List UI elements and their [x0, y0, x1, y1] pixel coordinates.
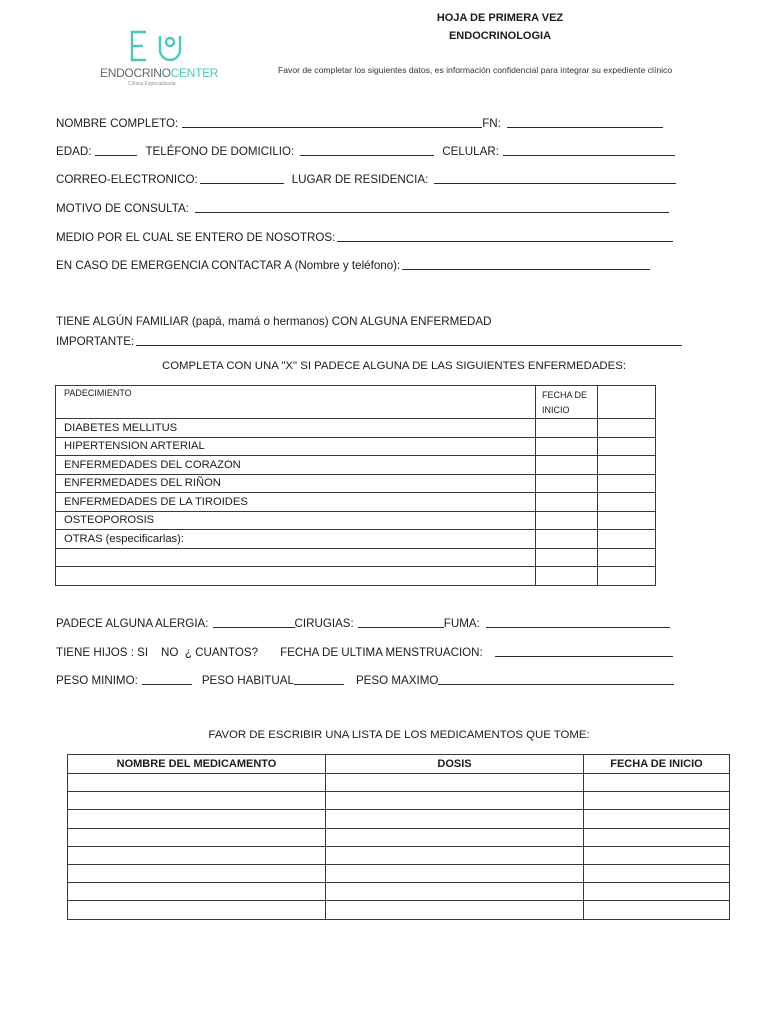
disease-name[interactable] [56, 567, 536, 586]
form-title: HOJA DE PRIMERA VEZ [436, 12, 564, 24]
familiar-field[interactable] [136, 333, 682, 346]
row-hijos [56, 641, 673, 659]
table-row [56, 419, 656, 438]
col-dosis: DOSIS [326, 755, 584, 774]
table-row [56, 511, 656, 530]
motivo-field[interactable] [195, 200, 669, 213]
dosis-cell[interactable] [326, 864, 584, 882]
medicamento-cell[interactable] [68, 810, 326, 828]
fecha-cell[interactable] [536, 419, 598, 438]
table-row [56, 567, 656, 586]
disease-name: OTRAS (especificarlas): [56, 530, 536, 549]
fuma-field[interactable] [486, 615, 670, 628]
fecha-cell[interactable] [536, 493, 598, 512]
table-row [68, 792, 730, 810]
endocrino-center-logo [98, 28, 218, 90]
fecha-inicio-cell[interactable] [584, 864, 730, 882]
table-row [56, 530, 656, 549]
dosis-cell[interactable] [326, 883, 584, 901]
dosis-cell[interactable] [326, 828, 584, 846]
peso-maximo-field[interactable] [438, 672, 674, 685]
col-extra [598, 386, 656, 419]
table-row [56, 437, 656, 456]
check-cell[interactable] [598, 530, 656, 549]
check-cell[interactable] [598, 567, 656, 586]
alergia-field[interactable] [213, 615, 295, 628]
label-celular: CELULAR: [442, 145, 499, 158]
disease-name: ENFERMEDADES DE LA TIROIDES [56, 493, 536, 512]
table-row [68, 883, 730, 901]
check-cell[interactable] [598, 456, 656, 475]
table-row [56, 456, 656, 475]
medicamento-cell[interactable] [68, 846, 326, 864]
cirugias-field[interactable] [358, 615, 444, 628]
emergencia-field[interactable] [402, 257, 650, 270]
label-nombre: NOMBRE COMPLETO: [56, 117, 179, 130]
row-motivo [56, 197, 669, 215]
disease-name[interactable] [56, 548, 536, 567]
logo-tagline: Clínica Especializada [128, 81, 176, 87]
row-peso [56, 669, 674, 687]
fecha-inicio-cell[interactable] [584, 774, 730, 792]
medicamento-cell[interactable] [68, 901, 326, 919]
fecha-inicio-cell[interactable] [584, 810, 730, 828]
check-cell[interactable] [598, 419, 656, 438]
medications-instruction: FAVOR DE ESCRIBIR UNA LISTA DE LOS MEDICAMENTOS QUE TOME: [208, 729, 590, 741]
check-cell[interactable] [598, 437, 656, 456]
medications-header-row [68, 755, 730, 774]
intro-text: Favor de completar los siguientes datos, es información confidencial para integrar su expediente clínico [278, 65, 673, 75]
table-row [68, 810, 730, 828]
dosis-cell[interactable] [326, 774, 584, 792]
row-alergias [56, 612, 670, 630]
medicamento-cell[interactable] [68, 774, 326, 792]
table-row [68, 901, 730, 919]
fecha-inicio-cell[interactable] [584, 901, 730, 919]
medicamento-cell[interactable] [68, 883, 326, 901]
row-familiar [56, 330, 682, 348]
fecha-cell[interactable] [536, 437, 598, 456]
fecha-cell[interactable] [536, 530, 598, 549]
edad-field[interactable] [95, 143, 137, 156]
table-row [56, 474, 656, 493]
table-row [68, 828, 730, 846]
label-importante: IMPORTANTE: [56, 335, 135, 348]
label-edad: EDAD: [56, 145, 92, 158]
dosis-cell[interactable] [326, 792, 584, 810]
fecha-cell[interactable] [536, 456, 598, 475]
fecha-cell[interactable] [536, 567, 598, 586]
col-nombre-medicamento: NOMBRE DEL MEDICAMENTO [68, 755, 326, 774]
row-medio [56, 226, 673, 244]
disease-name: ENFERMEDADES DEL CORAZON [56, 456, 536, 475]
label-residencia: LUGAR DE RESIDENCIA: [291, 173, 429, 186]
label-fuma: FUMA: [443, 617, 480, 630]
dosis-cell[interactable] [326, 846, 584, 864]
row-correo [56, 168, 676, 186]
peso-habitual-field[interactable] [294, 672, 344, 685]
disease-name: DIABETES MELLITUS [56, 419, 536, 438]
medicamento-cell[interactable] [68, 792, 326, 810]
medications-table [67, 754, 730, 920]
col-padecimiento: PADECIMIENTO [56, 386, 536, 419]
diseases-header-row [56, 386, 656, 419]
label-alergia: PADECE ALGUNA ALERGIA: [56, 617, 209, 630]
table-row [56, 493, 656, 512]
label-familiar: TIENE ALGÚN FAMILIAR (papá, mamá o hermanos) CON ALGUNA ENFERMEDAD [56, 315, 492, 328]
check-cell[interactable] [598, 493, 656, 512]
telefono-field[interactable] [300, 143, 434, 156]
menstruacion-field[interactable] [495, 644, 673, 657]
label-peso-habitual: PESO HABITUAL [201, 674, 294, 687]
label-medio: MEDIO POR EL CUAL SE ENTERO DE NOSOTROS: [56, 231, 336, 244]
diseases-table [55, 385, 656, 586]
medications-body [68, 774, 730, 920]
row-nombre [56, 112, 663, 130]
col-fecha-inicio: FECHA DE INICIO [584, 755, 730, 774]
check-cell[interactable] [598, 474, 656, 493]
table-row [68, 864, 730, 882]
disease-name: OSTEOPOROSIS [56, 511, 536, 530]
residencia-field[interactable] [434, 171, 676, 184]
dosis-cell[interactable] [326, 810, 584, 828]
label-telefono: TELÉFONO DE DOMICILIO: [145, 145, 295, 158]
medicamento-cell[interactable] [68, 864, 326, 882]
fecha-inicio-cell[interactable] [584, 792, 730, 810]
fecha-cell[interactable] [536, 548, 598, 567]
celular-field[interactable] [503, 143, 675, 156]
dosis-cell[interactable] [326, 901, 584, 919]
disease-name: HIPERTENSION ARTERIAL [56, 437, 536, 456]
fecha-cell[interactable] [536, 511, 598, 530]
label-peso-minimo: PESO MINIMO: [56, 674, 138, 687]
label-fn: FN: [482, 117, 501, 130]
form-subtitle: ENDOCRINOLOGIA [448, 30, 552, 42]
fn-field[interactable] [507, 115, 663, 128]
nombre-field[interactable] [182, 115, 482, 128]
label-motivo: MOTIVO DE CONSULTA: [56, 202, 189, 215]
row-emergencia [56, 254, 650, 272]
label-hijos: TIENE HIJOS : SI NO ¿ CUANTOS? [56, 646, 259, 659]
label-peso-maximo: PESO MAXIMO [355, 674, 439, 687]
disease-name: ENFERMEDADES DEL RIÑON [56, 474, 536, 493]
label-menstruacion: FECHA DE ULTIMA MENSTRUACION: [280, 646, 483, 659]
check-cell[interactable] [598, 511, 656, 530]
fecha-inicio-cell[interactable] [584, 883, 730, 901]
label-correo: CORREO-ELECTRONICO: [56, 173, 198, 186]
table-row [68, 774, 730, 792]
label-cirugias: CIRUGIAS: [294, 617, 354, 630]
peso-minimo-field[interactable] [142, 672, 192, 685]
fecha-inicio-cell[interactable] [584, 846, 730, 864]
familiar-question [56, 310, 492, 328]
check-cell[interactable] [598, 548, 656, 567]
medicamento-cell[interactable] [68, 828, 326, 846]
logo-mark-icon [124, 28, 184, 66]
fecha-cell[interactable] [536, 474, 598, 493]
table-row [68, 846, 730, 864]
fecha-inicio-cell[interactable] [584, 828, 730, 846]
medio-field[interactable] [337, 229, 673, 242]
logo-name: ENDOCRINOCENTER [100, 66, 219, 80]
col-fecha-inicio: FECHA DE INICIO [536, 386, 598, 419]
row-contacto [56, 140, 675, 158]
label-emergencia: EN CASO DE EMERGENCIA CONTACTAR A (Nombre y teléfono): [56, 259, 401, 272]
table-row [56, 548, 656, 567]
diseases-instruction: COMPLETA CON UNA "X" SI PADECE ALGUNA DE LAS SIGUIENTES ENFERMEDADES: [161, 360, 627, 372]
correo-field[interactable] [200, 171, 284, 184]
